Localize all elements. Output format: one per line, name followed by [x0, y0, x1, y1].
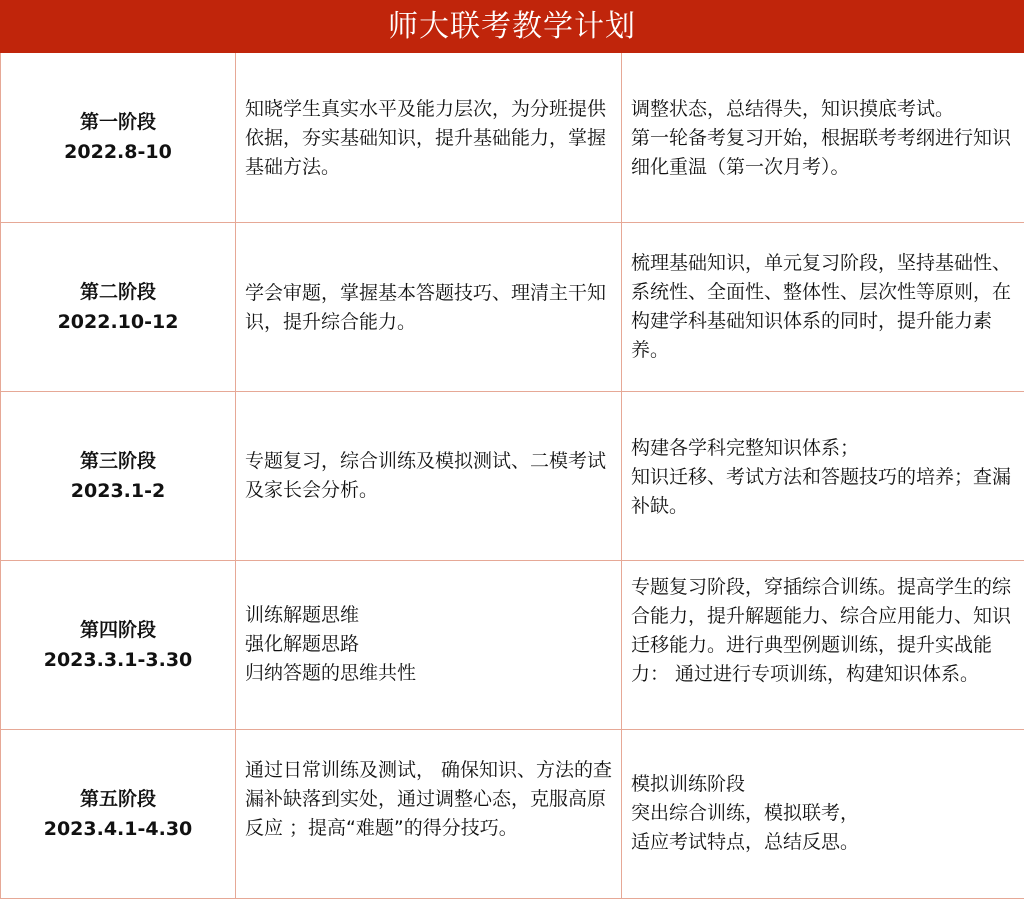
stage-date: 2023.4.1-4.30 — [43, 817, 193, 840]
goal-cell — [236, 53, 622, 222]
plan-cell — [622, 222, 1024, 391]
stage-date: 2023.1-2 — [70, 479, 166, 502]
plan-cell — [622, 53, 1024, 222]
stage-plan-text: 构建各学科完整知识体系； 知识迁移、考试方法和答题技巧的培养；查漏补缺。 — [631, 436, 1012, 517]
stage-name: 第四阶段 — [79, 618, 156, 641]
stage-goal-text: 知晓学生真实水平及能力层次，为分班提供依据，夯实基础知识，提升基础能力，掌握基础方法。 — [245, 98, 607, 178]
stage-date: 2022.8-10 — [64, 141, 172, 164]
stage-name: 第一阶段 — [79, 111, 156, 134]
goal-cell — [236, 222, 622, 391]
plan-cell — [622, 391, 1024, 560]
goal-cell — [236, 729, 622, 898]
stage-cell — [1, 729, 236, 898]
table-row — [1, 560, 1024, 729]
stage-plan-text: 模拟训练阶段 突出综合训练，模拟联考， 适应考试特点，总结反思。 — [631, 772, 860, 853]
stage-cell — [1, 53, 236, 222]
goal-cell — [236, 560, 622, 729]
teaching-plan-table — [0, 53, 1024, 899]
stage-plan-text: 调整状态，总结得失，知识摸底考试。 第一轮备考复习开始，根据联考考纲进行知识细化重温（第一次月考）。 — [631, 98, 1012, 178]
table-row — [1, 53, 1024, 222]
table-row — [1, 222, 1024, 391]
page-title: 师大联考教学计划 — [0, 0, 1024, 53]
stage-goal-text: 专题复习，综合训练及模拟测试、二模考试及家长会分析。 — [245, 449, 607, 501]
stage-date: 2022.10-12 — [57, 310, 179, 333]
table-row — [1, 391, 1024, 560]
stage-goal-text: 学会审题，掌握基本答题技巧、理清主干知识，提升综合能力。 — [245, 281, 607, 333]
stage-date: 2023.3.1-3.30 — [43, 648, 193, 671]
stage-cell — [1, 391, 236, 560]
stage-goal-text: 通过日常训练及测试， 确保知识、方法的查漏补缺落到实处，通过调整心态，克服高原反应 ；提高“难题”的得分技巧。 — [245, 758, 613, 839]
stage-cell — [1, 222, 236, 391]
stage-name: 第三阶段 — [79, 449, 156, 472]
stage-plan-text: 梳理基础知识，单元复习阶段，坚持基础性、系统性、全面性、整体性、层次性等原则，在构建学科基础知识体系的同时，提升能力素养。 — [631, 251, 1012, 361]
goal-cell — [236, 391, 622, 560]
stage-goal-text: 训练解题思维 强化解题思路 归纳答题的思维共性 — [245, 603, 417, 684]
table-row — [1, 729, 1024, 898]
plan-cell — [622, 560, 1024, 729]
plan-cell — [622, 729, 1024, 898]
stage-name: 第五阶段 — [79, 787, 156, 810]
stage-name: 第二阶段 — [79, 280, 156, 303]
stage-cell — [1, 560, 236, 729]
stage-plan-text: 专题复习阶段，穿插综合训练。提高学生的综合能力，提升解题能力、综合应用能力、知识迁移能力。进行典型例题训练，提升实战能力： 通过进行专项训练，构建知识体系。 — [631, 575, 1012, 685]
